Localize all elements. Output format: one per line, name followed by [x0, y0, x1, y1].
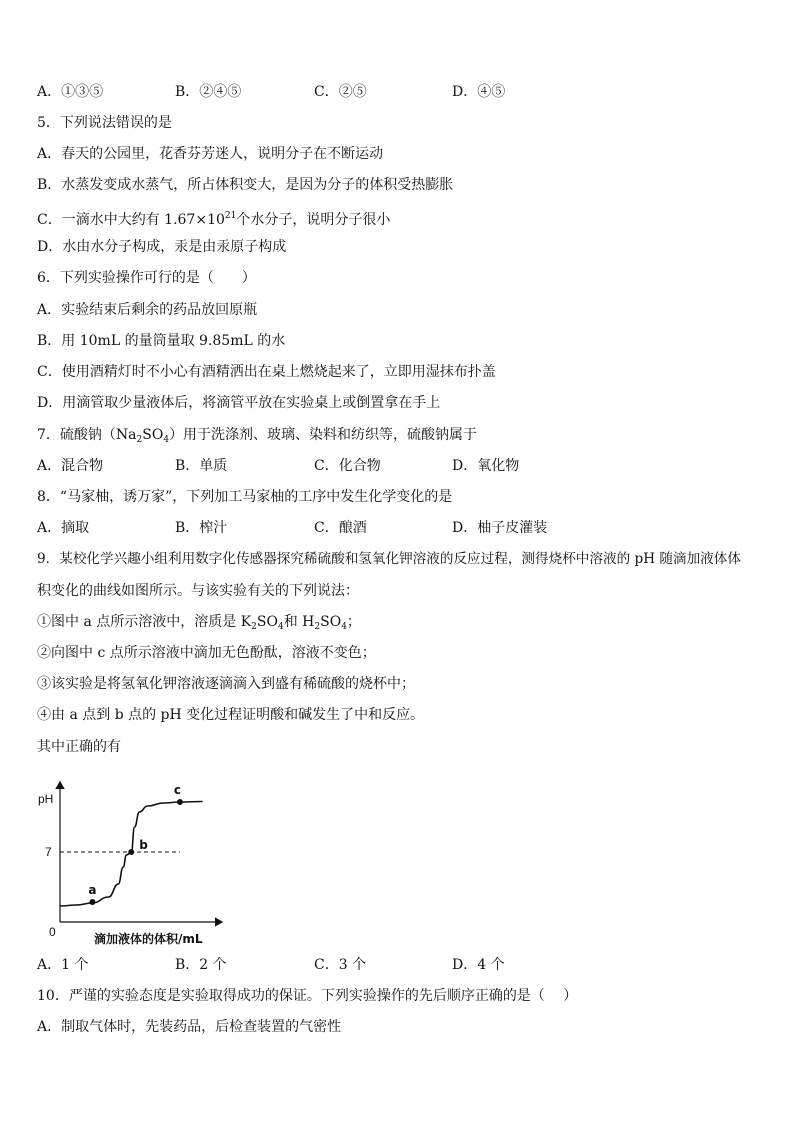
q8-stem: 8．“马家柚，诱万家”，下列加工马家柚的工序中发生化学变化的是: [37, 489, 453, 505]
q10-option-a: A．制取气体时，先装药品，后检查装置的气密性: [37, 1019, 342, 1035]
q9-option-b: B．2 个: [175, 957, 227, 973]
q7-stem-start: 7．硫酸钠（Na: [37, 427, 137, 443]
q8-option-a: A．摘取: [37, 520, 90, 536]
q5-option-a: A．春天的公园里，花香芬芳迷人，说明分子在不断运动: [37, 146, 384, 162]
point-a: [89, 899, 95, 905]
q9-option-d: D．4 个: [452, 957, 505, 973]
q9-s1-so-2: SO: [320, 614, 342, 630]
q5-stem: 5．下列说法错误的是: [37, 115, 172, 131]
q9-s1-and: 和 H: [283, 614, 315, 630]
q9-s1-start: ①图中 a 点所示溶液中，溶质是 K: [37, 614, 252, 630]
q7-option-c: C．化合物: [314, 458, 381, 474]
ph-curve-chart: [30, 778, 230, 953]
q9-s1-sub-2: 4: [277, 622, 284, 632]
q5-c-text-end: 个水分子，说明分子很小: [236, 212, 391, 228]
q6-option-b: B．用 10mL 的量筒量取 9.85mL 的水: [37, 333, 286, 349]
point-label-b: b: [139, 838, 148, 852]
q7-stem-mid: SO: [142, 427, 164, 443]
q10-stem: 10．严谨的实验态度是实验取得成功的保证。下列实验操作的先后顺序正确的是（ ）: [37, 988, 578, 1004]
q9-s1-sub-1: 2: [251, 622, 257, 632]
q7-stem-end: ）用于洗涤剂、玻璃、染料和纺织等，硫酸钠属于: [169, 427, 478, 443]
y-tick-label-7: 7: [45, 845, 52, 859]
q9-stem-line1: 9．某校化学兴趣小组利用数字化传感器探究稀硫酸和氢氧化钾溶液的反应过程，测得烧杯中溶液的 pH 随滴加液体体: [37, 551, 741, 567]
point-b: [128, 849, 134, 855]
y-axis-label: pH: [38, 792, 54, 806]
q9-s1-so: SO: [256, 614, 278, 630]
point-c: [177, 799, 183, 805]
q7-option-b: B．单质: [175, 458, 228, 474]
q6-option-c: C．使用酒精灯时不小心有酒精洒出在桌上燃烧起来了，立即用湿抹布扑盖: [37, 364, 496, 380]
q6-option-a: A．实验结束后剩余的药品放回原瓶: [37, 302, 258, 318]
q9-statement-3: ③该实验是将氢氧化钾溶液逐滴滴入到盛有稀硫酸的烧杯中；: [37, 676, 415, 692]
q7-option-a: A．混合物: [37, 458, 104, 474]
q9-s1-end: ；: [346, 614, 361, 630]
q6-option-d: D．用滴管取少量液体后，将滴管平放在实验桌上或倒置拿在手上: [37, 395, 441, 411]
q7-sub-2: 4: [163, 435, 170, 445]
point-label-c: c: [173, 783, 182, 797]
q9-conclusion: 其中正确的有: [37, 739, 121, 755]
data-points: [88, 783, 182, 905]
q4-option-c: C．②⑤: [314, 84, 367, 100]
q9-s1-sub-4: 4: [341, 622, 347, 632]
q7-stem: [37, 425, 477, 450]
q5-option-d: D．水由水分子构成，汞是由汞原子构成: [37, 239, 287, 255]
q8-option-d: D．柚子皮灌装: [452, 520, 548, 536]
q9-statement-4: ④由 a 点到 b 点的 pH 变化过程证明酸和碱发生了中和反应。: [37, 707, 425, 723]
point-label-a: a: [88, 883, 97, 897]
q9-stem-line2: 积变化的曲线如图所示。与该实验有关的下列说法：: [37, 583, 359, 599]
q5-option-c: [37, 206, 390, 230]
q9-option-a: A．1 个: [37, 957, 89, 973]
q9-option-c: C．3 个: [314, 957, 367, 973]
q9-s1-sub-3: 2: [314, 622, 321, 632]
q8-option-b: B．榨汁: [175, 520, 228, 536]
q5-option-b: B．水蒸发变成水蒸气，所占体积变大，是因为分子的体积受热膨胀: [37, 177, 454, 193]
q7-option-d: D．氧化物: [452, 458, 520, 474]
q7-sub-1: 2: [136, 435, 143, 445]
q4-option-d: D．④⑤: [452, 84, 506, 100]
q8-option-c: C．酿酒: [314, 520, 367, 536]
q4-option-a: A．①③⑤: [37, 84, 104, 100]
q5-c-exponent: 21: [224, 211, 237, 221]
q4-option-b: B．②④⑤: [175, 84, 242, 100]
q5-c-text: C．一滴水中大约有 1.67×10: [37, 212, 225, 228]
origin-label: 0: [49, 925, 56, 939]
q9-statement-2: ②向图中 c 点所示溶液中滴加无色酚酞，溶液不变色；: [37, 645, 376, 661]
q9-statement-1: [37, 612, 361, 637]
x-axis-label: 滴加液体的体积/mL: [94, 932, 203, 946]
q6-stem: 6．下列实验操作可行的是（ ）: [37, 270, 256, 286]
